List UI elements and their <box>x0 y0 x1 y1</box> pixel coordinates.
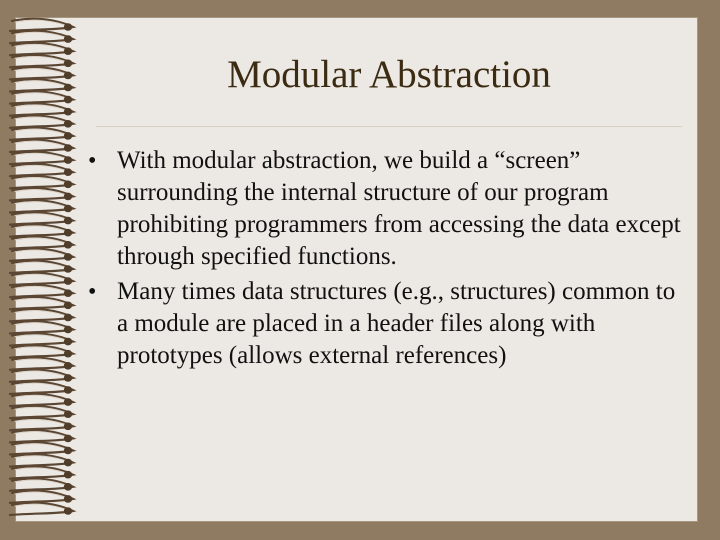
slide-title: Modular Abstraction <box>227 53 551 96</box>
title-divider <box>96 126 682 127</box>
bullet-list <box>88 145 692 375</box>
bullet-item: • Many times data structures (e.g., structures) common to a module are placed in a header files along with prototypes (allows external references) <box>88 276 692 372</box>
bullet-item: • With modular abstraction, we build a “screen” surrounding the internal structure of our program prohibiting programmers from accessing the data except through specified functions. <box>88 145 692 273</box>
